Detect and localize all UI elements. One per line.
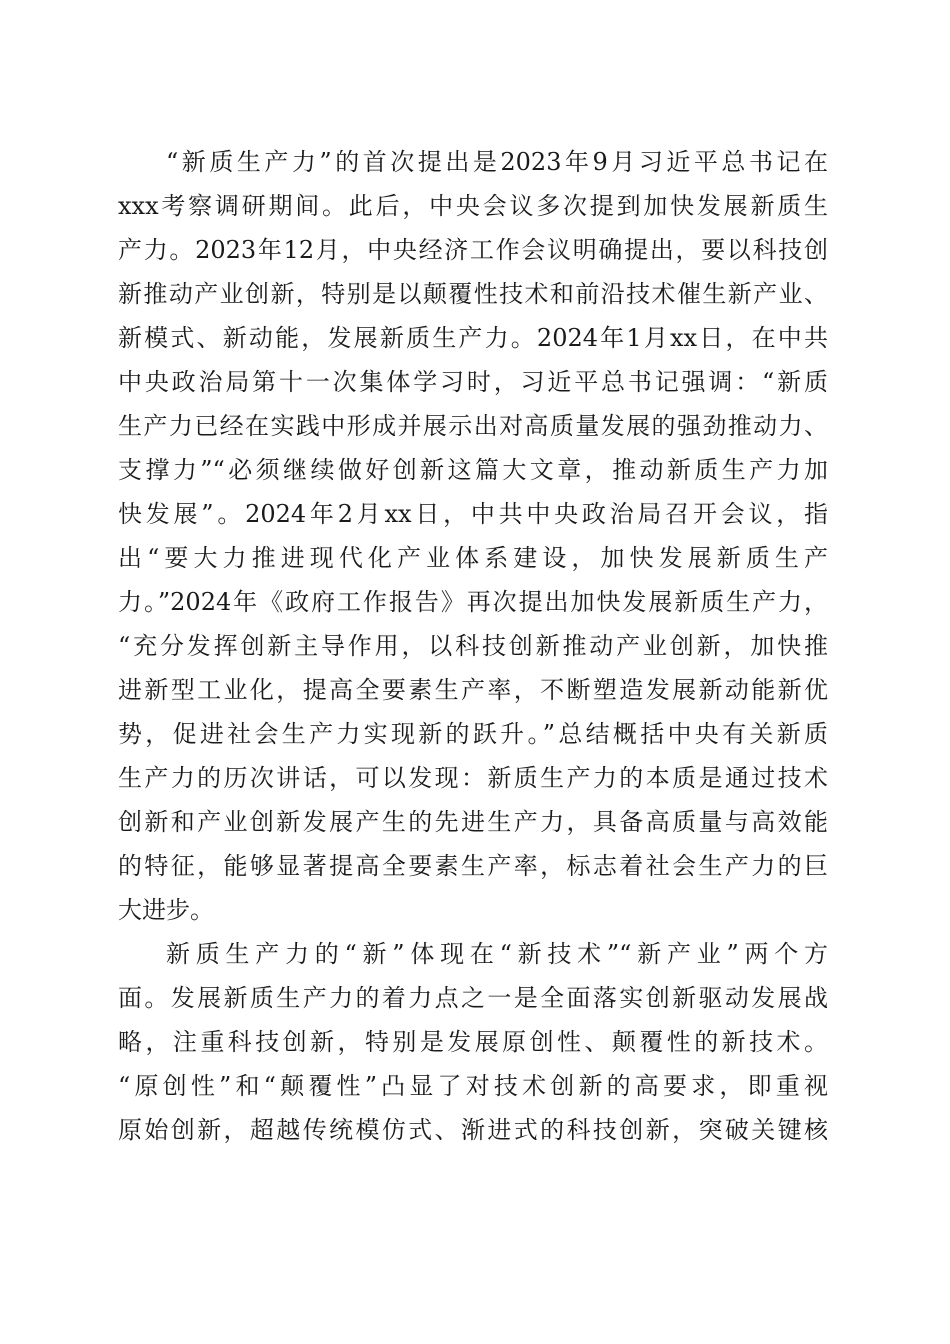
- paragraph-line: “原创性”和“颠覆性”凸显了对技术创新的高要求，即重视: [118, 1072, 828, 1100]
- paragraph-line: 的特征，能够显著提高全要素生产率，标志着社会生产力的巨: [118, 852, 828, 880]
- paragraph-line: 支撑力”“必须继续做好创新这篇大文章，推动新质生产力加: [118, 456, 828, 484]
- paragraph-line: 进新型工业化，提高全要素生产率，不断塑造发展新动能新优: [118, 676, 828, 704]
- paragraph-line: 中央政治局第十一次集体学习时，习近平总书记强调：“新质: [118, 368, 828, 396]
- document-body: [118, 140, 828, 1152]
- paragraph-line: 创新和产业创新发展产生的先进生产力，具备高质量与高效能: [118, 808, 828, 836]
- paragraph-line: 原始创新，超越传统模仿式、渐进式的科技创新，突破关键核: [118, 1116, 828, 1144]
- paragraph-line: 生产力的历次讲话，可以发现：新质生产力的本质是通过技术: [118, 764, 828, 792]
- paragraph-line: 力。”2024年《政府工作报告》再次提出加快发展新质生产力，: [118, 588, 828, 616]
- paragraph-line: 大进步。: [118, 896, 214, 924]
- paragraph-line: xxx考察调研期间。此后，中央会议多次提到加快发展新质生: [118, 192, 828, 220]
- paragraph-line: 新推动产业创新，特别是以颠覆性技术和前沿技术催生新产业、: [118, 280, 828, 308]
- paragraph-line: “新质生产力”的首次提出是2023年9月习近平总书记在: [166, 148, 828, 176]
- paragraph-line: “充分发挥创新主导作用，以科技创新推动产业创新，加快推: [118, 632, 828, 660]
- paragraph-line: 生产力已经在实践中形成并展示出对高质量发展的强劲推动力、: [118, 412, 828, 440]
- paragraph-line: 出“要大力推进现代化产业体系建设，加快发展新质生产: [118, 544, 828, 572]
- paragraph-1: [118, 140, 828, 932]
- paragraph-line: 产力。2023年12月，中央经济工作会议明确提出，要以科技创: [118, 236, 828, 264]
- paragraph-line: 略，注重科技创新，特别是发展原创性、颠覆性的新技术。: [118, 1028, 828, 1056]
- paragraph-line: 新质生产力的“新”体现在“新技术”“新产业”两个方: [166, 940, 828, 968]
- paragraph-line: 面。发展新质生产力的着力点之一是全面落实创新驱动发展战: [118, 984, 828, 1012]
- paragraph-line: 快发展”。2024年2月xx日，中共中央政治局召开会议，指: [118, 500, 828, 528]
- paragraph-2: [118, 932, 828, 1152]
- paragraph-line: 势，促进社会生产力实现新的跃升。”总结概括中央有关新质: [118, 720, 828, 748]
- paragraph-line: 新模式、新动能，发展新质生产力。2024年1月xx日，在中共: [118, 324, 828, 352]
